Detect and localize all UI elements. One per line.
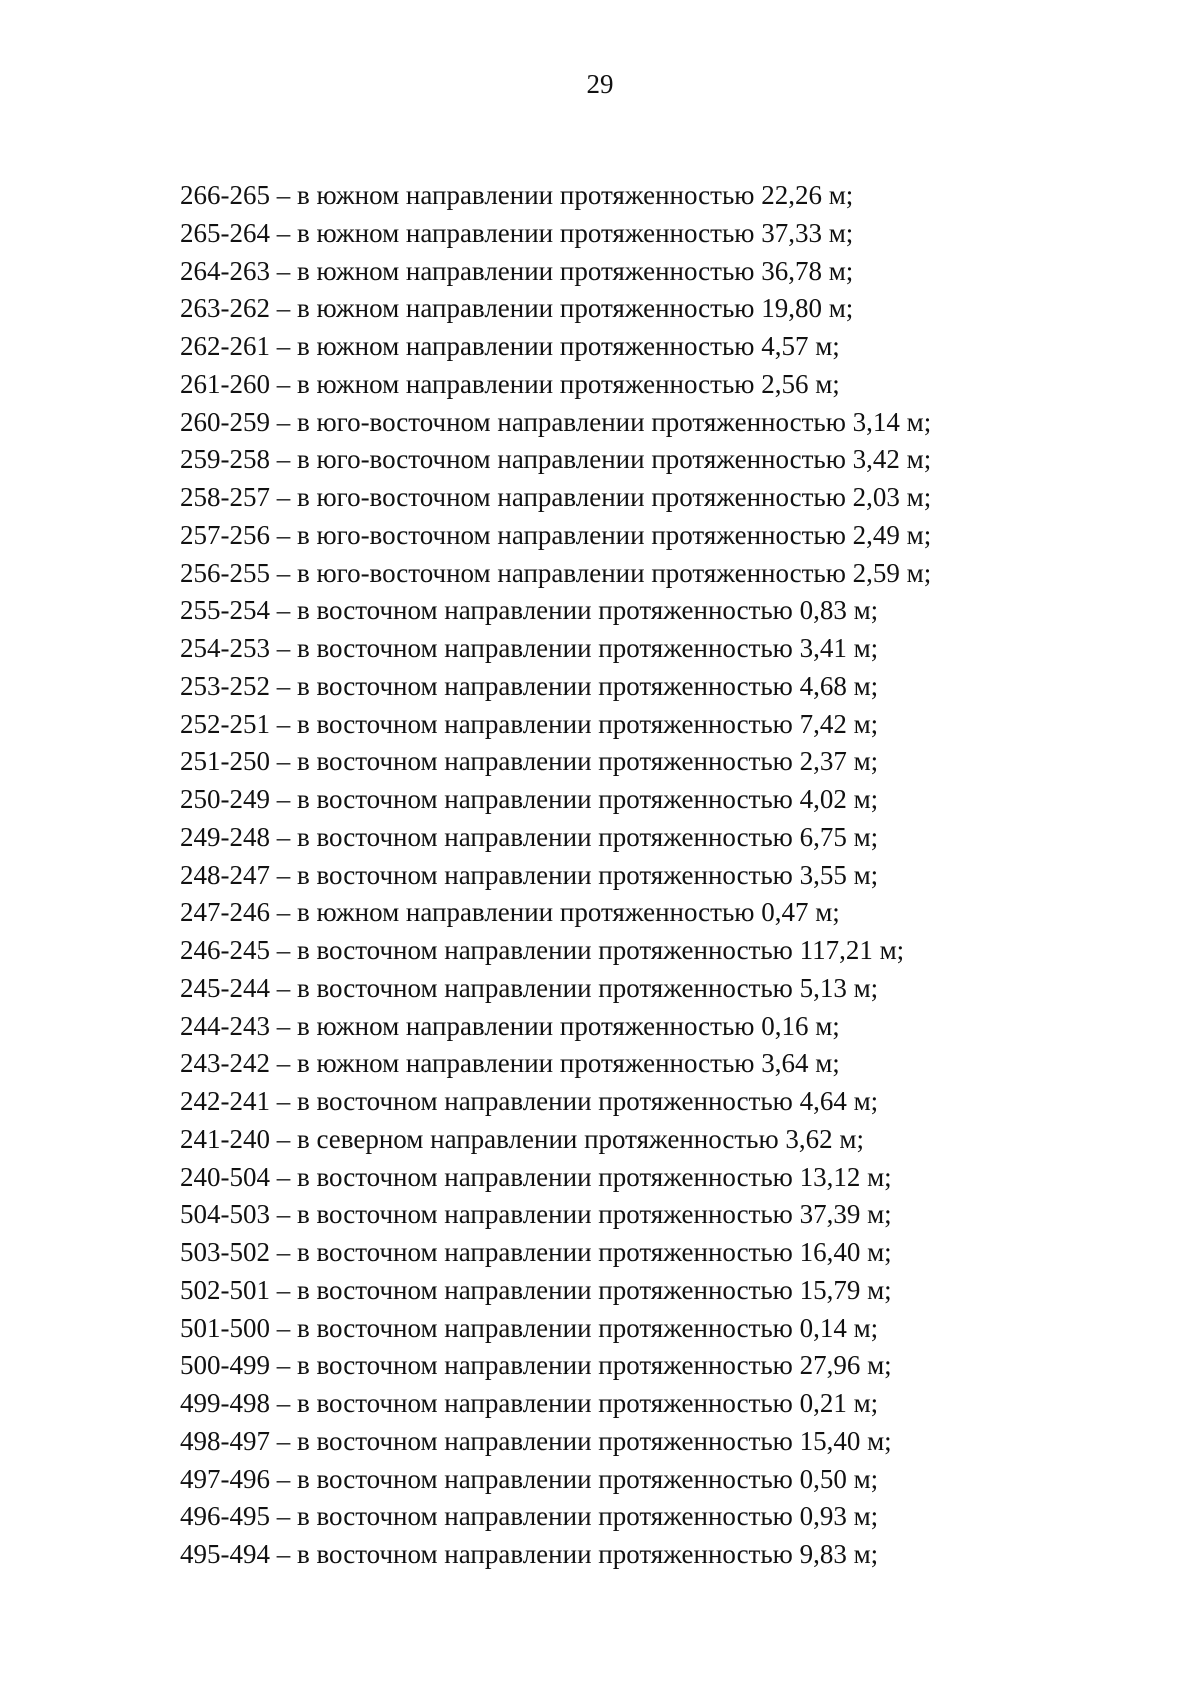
segment-line: 258-257 – в юго-восточном направлении протяженностью 2,03 м; (180, 482, 932, 512)
segment-line: 260-259 – в юго-восточном направлении протяженностью 3,14 м; (180, 406, 932, 437)
segment-line: 256-255 – в юго-восточном направлении протяженностью 2,59 м; (180, 557, 932, 588)
segment-line: 262-261 – в южном направлении протяженностью 4,57 м; (180, 331, 840, 361)
segment-line: 253-252 – в восточном направлении протяженностью 4,68 м; (180, 670, 879, 701)
segment-line: 243-242 – в южном направлении протяженностью 3,64 м; (180, 1048, 840, 1079)
segment-line: 500-499 – в восточном направлении протяженностью 27,96 м; (180, 1350, 892, 1381)
page-number: 29 (586, 69, 614, 99)
segment-line: 265-264 – в южном направлении протяженностью 37,33 м; (180, 217, 854, 248)
segment-line: 503-502 – в восточном направлении протяженностью 16,40 м; (180, 1237, 892, 1267)
segment-line: 241-240 – в северном направлении протяженностью 3,62 м; (180, 1123, 865, 1154)
segment-line: 501-500 – в восточном направлении протяженностью 0,14 м; (180, 1312, 879, 1343)
segment-line: 244-243 – в южном направлении протяженностью 0,16 м; (180, 1010, 840, 1041)
segment-line: 495-494 – в восточном направлении протяженностью 9,83 м; (180, 1539, 879, 1569)
segment-line: 250-249 – в восточном направлении протяженностью 4,02 м; (180, 784, 879, 814)
segment-line: 264-263 – в южном направлении протяженностью 36,78 м; (180, 255, 854, 286)
segment-line: 504-503 – в восточном направлении протяженностью 37,39 м; (180, 1199, 892, 1230)
segment-line: 248-247 – в восточном направлении протяженностью 3,55 м; (180, 859, 879, 890)
segment-line: 246-245 – в восточном направлении протяженностью 117,21 м; (180, 935, 905, 965)
segment-line: 255-254 – в восточном направлении протяженностью 0,83 м; (180, 595, 879, 626)
segment-line: 249-248 – в восточном направлении протяженностью 6,75 м; (180, 821, 879, 852)
segment-line: 242-241 – в восточном направлении протяженностью 4,64 м; (180, 1086, 879, 1116)
segment-line: 240-504 – в восточном направлении протяженностью 13,12 м; (180, 1161, 892, 1192)
segment-line: 502-501 – в восточном направлении протяженностью 15,79 м; (180, 1274, 892, 1305)
segment-line: 251-250 – в восточном направлении протяженностью 2,37 м; (180, 746, 879, 777)
segment-line: 263-262 – в южном направлении протяженностью 19,80 м; (180, 293, 854, 324)
segment-line: 496-495 – в восточном направлении протяженностью 0,93 м; (180, 1501, 879, 1532)
segment-line: 247-246 – в южном направлении протяженностью 0,47 м; (180, 897, 840, 928)
segment-line: 252-251 – в восточном направлении протяженностью 7,42 м; (180, 708, 879, 739)
segment-line: 498-497 – в восточном направлении протяженностью 15,40 м; (180, 1425, 892, 1456)
segment-line: 245-244 – в восточном направлении протяженностью 5,13 м; (180, 972, 879, 1003)
segment-line: 499-498 – в восточном направлении протяженностью 0,21 м; (180, 1388, 879, 1418)
segment-line: 254-253 – в восточном направлении протяженностью 3,41 м; (180, 633, 879, 663)
segment-line: 257-256 – в юго-восточном направлении протяженностью 2,49 м; (180, 519, 932, 550)
segment-line: 266-265 – в южном направлении протяженностью 22,26 м; (180, 180, 854, 210)
segment-line: 259-258 – в юго-восточном направлении протяженностью 3,42 м; (180, 444, 932, 475)
boundary-segment-list (180, 177, 931, 1574)
segment-line: 497-496 – в восточном направлении протяженностью 0,50 м; (180, 1463, 879, 1494)
segment-line: 261-260 – в южном направлении протяженностью 2,56 м; (180, 368, 840, 399)
